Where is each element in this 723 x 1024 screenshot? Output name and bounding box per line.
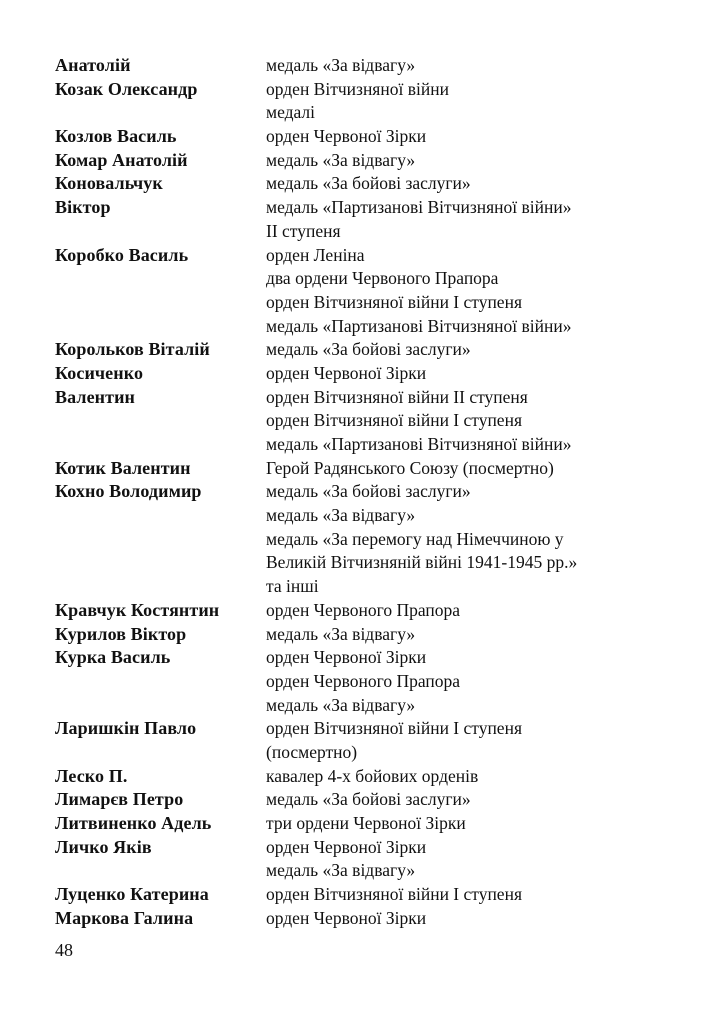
award-text: два ордени Червоного Прапора	[266, 268, 499, 289]
award-text: медаль «Партизанові Вітчизняної війни»	[266, 315, 572, 336]
award-text: орден Червоної Зірки	[266, 126, 427, 147]
list-line	[55, 528, 635, 552]
list-line	[55, 362, 635, 386]
list-line	[55, 196, 635, 220]
list-line	[55, 338, 635, 362]
person-name: Віктор	[55, 197, 111, 218]
list-line	[55, 78, 635, 102]
person-name: Комар Анатолій	[55, 149, 188, 170]
person-name: Лимарєв Петро	[55, 789, 184, 810]
list-line	[55, 694, 635, 718]
person-name: Корольков Віталій	[55, 339, 210, 360]
list-line	[55, 101, 635, 125]
list-line	[55, 433, 635, 457]
list-line	[55, 409, 635, 433]
person-name	[55, 741, 266, 765]
list-line	[55, 575, 635, 599]
award-text: орден Червоної Зірки	[266, 907, 427, 928]
award-text: медаль «За відвагу»	[266, 694, 416, 715]
person-name: Котик Валентин	[55, 457, 191, 478]
list-line	[55, 646, 635, 670]
award-text: орден Вітчизняної війни І ступеня	[266, 884, 522, 905]
page-number: 48	[55, 940, 73, 960]
award-text: медаль «За відвагу»	[266, 505, 416, 526]
person-name: Коновальчук	[55, 173, 163, 194]
list-line	[55, 386, 635, 410]
award-text: орден Леніна	[266, 244, 365, 265]
list-line	[55, 291, 635, 315]
person-name	[55, 575, 266, 599]
person-name: Луценко Катерина	[55, 884, 209, 905]
person-name: Личко Яків	[55, 836, 152, 857]
award-text: медаль «Партизанові Вітчизняної війни»	[266, 197, 572, 218]
list-line	[55, 836, 635, 860]
list-line	[55, 267, 635, 291]
person-name: Ларишкін Павло	[55, 718, 197, 739]
award-text: медаль «Партизанові Вітчизняної війни»	[266, 434, 572, 454]
award-text: медаль «За бойові заслуги»	[266, 789, 471, 810]
person-name: Леско П.	[55, 765, 128, 786]
list-line	[55, 765, 635, 789]
list-line	[55, 551, 635, 575]
person-name	[55, 670, 266, 694]
award-text: орден Вітчизняної війни І ступеня	[266, 410, 522, 431]
person-name	[55, 315, 266, 339]
person-name: Косиченко	[55, 362, 144, 383]
person-name: Козлов Василь	[55, 126, 177, 147]
list-line	[55, 599, 635, 623]
award-text: (посмертно)	[266, 741, 358, 762]
list-line	[55, 623, 635, 647]
list-line	[55, 883, 635, 907]
list-line	[55, 788, 635, 812]
award-text: медаль «За відвагу»	[266, 860, 416, 881]
person-name	[55, 504, 266, 528]
person-name: Курка Василь	[55, 647, 171, 668]
list-line	[55, 504, 635, 528]
person-name: Анатолій	[55, 55, 131, 75]
award-text: орден Вітчизняної війни ІІ ступеня	[266, 386, 528, 407]
person-name	[55, 291, 266, 315]
person-name: Коробко Василь	[55, 244, 189, 265]
person-name	[55, 409, 266, 433]
award-text: медаль «За бойові заслуги»	[266, 173, 471, 194]
award-text: медаль «За відвагу»	[266, 55, 416, 75]
award-text: орден Червоної Зірки	[266, 362, 427, 383]
award-text: медалі	[266, 102, 316, 123]
award-text: Герой Радянського Союзу (посмертно)	[266, 457, 554, 478]
list-line	[55, 480, 635, 504]
person-name	[55, 528, 266, 552]
person-name: Маркова Галина	[55, 907, 194, 928]
list-line	[55, 125, 635, 149]
person-name: Кохно Володимир	[55, 481, 202, 502]
award-text: ІІ ступеня	[266, 220, 341, 241]
list-line	[55, 717, 635, 741]
list-line	[55, 220, 635, 244]
award-text: орден Вітчизняної війни І ступеня	[266, 718, 522, 739]
award-text: кавалер 4-х бойових орденів	[266, 765, 479, 786]
person-name	[55, 267, 266, 291]
award-text: медаль «За бойові заслуги»	[266, 481, 471, 502]
person-name: Литвиненко Адель	[55, 813, 212, 833]
list-line	[55, 457, 635, 481]
person-name: Козак Олександр	[55, 78, 198, 99]
person-name	[55, 433, 266, 457]
award-text: орден Червоної Зірки	[266, 836, 427, 857]
list-line	[55, 907, 635, 931]
award-text: орден Вітчизняної війни І ступеня	[266, 291, 522, 312]
list-line	[55, 812, 635, 836]
list-line	[55, 670, 635, 694]
award-text: орден Червоного Прапора	[266, 599, 461, 620]
award-text: медаль «За перемогу над Німеччиною у	[266, 528, 564, 549]
award-text: три ордени Червоної Зірки	[266, 813, 466, 833]
person-name: Кравчук Костянтин	[55, 599, 220, 620]
list-line	[55, 741, 635, 765]
person-name	[55, 694, 266, 718]
award-text: орден Червоної Зірки	[266, 647, 427, 668]
list-line	[55, 315, 635, 339]
list-line	[55, 859, 635, 883]
person-name	[55, 859, 266, 883]
list-line	[55, 54, 635, 78]
list-line	[55, 172, 635, 196]
award-text: медаль «За бойові заслуги»	[266, 339, 471, 360]
person-name: Валентин	[55, 386, 136, 407]
person-name	[55, 101, 266, 125]
award-text: медаль «За відвагу»	[266, 149, 416, 170]
person-name: Курилов Віктор	[55, 623, 187, 644]
list-line	[55, 244, 635, 268]
person-name	[55, 220, 266, 244]
award-text: Великій Вітчизняній війні 1941-1945 рр.»	[266, 552, 578, 573]
award-text: орден Вітчизняної війни	[266, 78, 449, 99]
person-name	[55, 551, 266, 575]
award-text: орден Червоного Прапора	[266, 670, 461, 691]
award-text: медаль «За відвагу»	[266, 623, 416, 644]
awards-list	[55, 54, 635, 930]
list-line	[55, 149, 635, 173]
award-text: та інші	[266, 576, 319, 597]
